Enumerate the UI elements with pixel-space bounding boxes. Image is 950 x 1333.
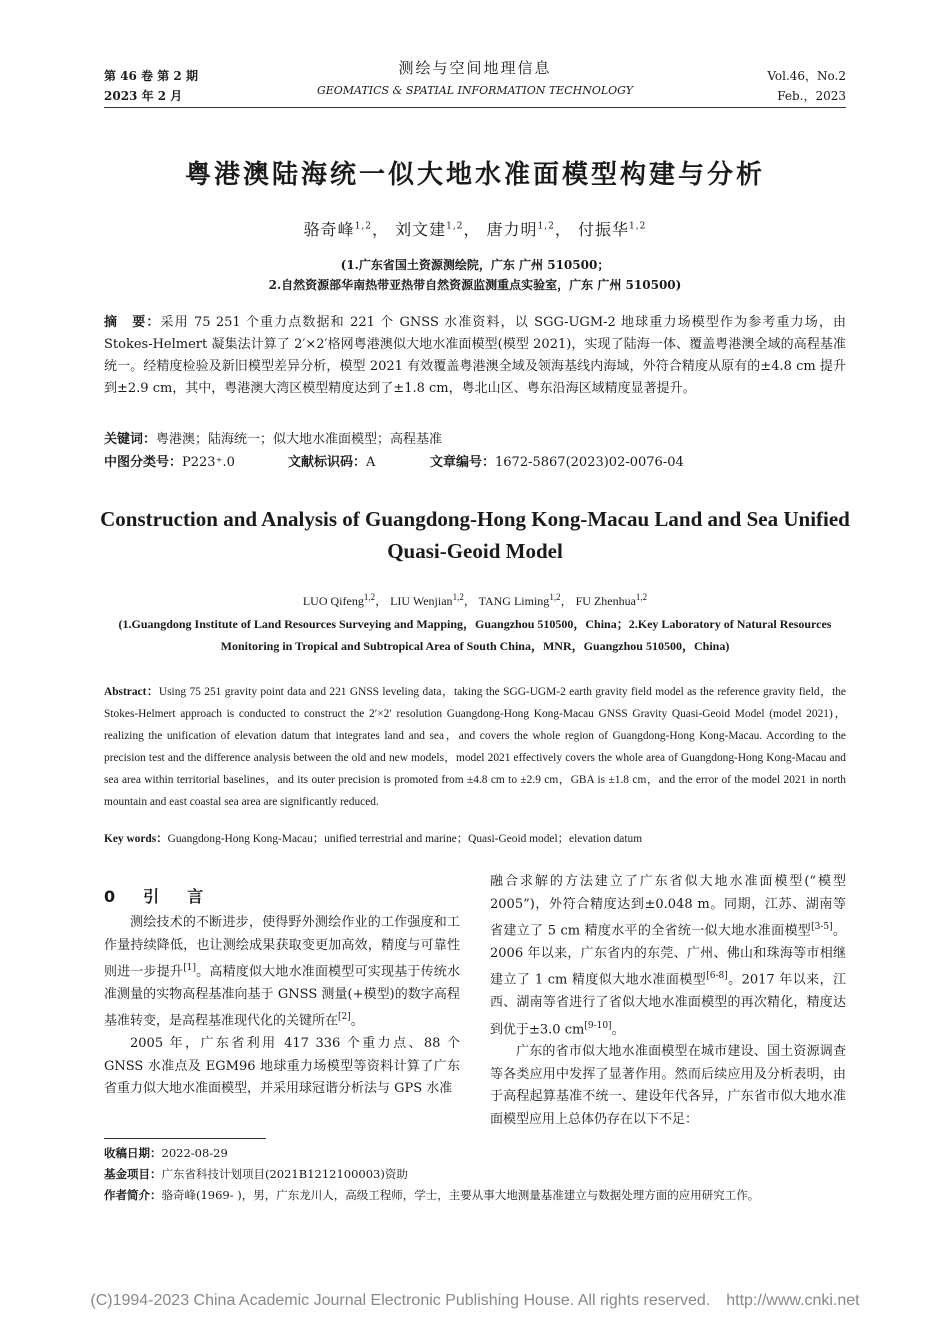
author-sup: 1,2 (549, 592, 561, 602)
article-number (430, 451, 684, 470)
author-sup: 1,2 (635, 592, 648, 602)
author-sup: 1,2 (537, 221, 555, 232)
author-sup: 1,2 (629, 221, 647, 232)
citation: [6-8] (706, 971, 728, 982)
volume-line-2: Feb.，2023 (777, 89, 846, 103)
footnote-fund (104, 1164, 408, 1185)
affiliation-en: (1.Guangdong Institute of Land Resources Surveying and Mapping，Guangzhou 510500，China；2.Key Laboratory of Natural Resources Monitoring in Tropical and Subtropical Area of South China，MNR，Guangzhou 510500，China) (118, 617, 832, 653)
author-cn: 付振华 (577, 220, 629, 239)
footnote-received (104, 1143, 228, 1164)
body-column-left (104, 912, 460, 1101)
fund-value: 广东省科技计划项目(2021B1212100003)资助 (161, 1167, 408, 1181)
clc-number (104, 451, 235, 470)
abstract-cn (104, 312, 846, 400)
affiliation-cn-line: (1.广东省国土资源测绘院，广东 广州 510500； (340, 258, 610, 272)
keywords-cn-label: 关键词： (104, 432, 157, 447)
paragraph-text: 。2006 年以来，广东省内的东莞、广州、佛山和珠海等市相继建立了 1 cm 精度似大地水准面模型 (490, 923, 846, 988)
issue-line-2: 2023 年 2 月 (104, 89, 183, 103)
keywords-cn-text: 粤港澳；陆海统一；似大地水准面模型；高程基准 (156, 432, 443, 447)
body-paragraph (104, 912, 460, 1033)
article-label: 文章编号： (430, 455, 496, 470)
paragraph-text: 。 (611, 1021, 625, 1037)
keywords-en-text: Guangdong-Hong Kong-Macau；unified terrestrial and marine；Quasi-Geoid model；elevation datum (167, 833, 643, 845)
journal-name-cn: 测绘与空间地理信息 (398, 59, 552, 77)
footnote-rule (104, 1138, 266, 1139)
author-list-en: LUO Qifeng$^{1,2}$， LIU Wenjian$^{1,2}$， TANG Liming$^{1,2}$， FU Zhenhua$^{1,2}$ (302, 592, 648, 608)
article-value: 1672-5867(2023)02-0076-04 (495, 455, 684, 470)
citation: [2] (338, 1012, 351, 1023)
author-en: LIU Wenjian (390, 594, 453, 608)
author-bio-label: 作者简介： (104, 1188, 162, 1202)
body-paragraph: 广东的省市似大地水准面模型在城市建设、国土资源调查等各类应用中发挥了显著作用。然而后续应用及分析表明，由于高程起算基准不统一、建设年代各异，广东省市似大地水准面模型应用上总体仍存在以下不足： (490, 1044, 846, 1127)
abstract-cn-text: 采用 75 251 个重力点数据和 221 个 GNSS 水准资料，以 SGG-UGM-2 地球重力场模型作为参考重力场，由 Stokes-Helmert 凝集法计算了 2′×2′格网粤港澳似大地水准面模型(模型 2021)，实现了陆海一体、覆盖粤港澳全域的高程基准统一。经精度检验及新旧模型差异分析，模型 2021 有效覆盖粤港澳全域及领海基线内海域，外符合精度从原有的±4.8 cm 提升到±2.9 cm，其中，粤港澳大湾区模型精度达到了±1.8 cm，粤北山区、粤东沿海区域精度显著提升。 (104, 315, 846, 396)
journal-name-en: GEOMATICS & SPATIAL INFORMATION TECHNOLOGY (316, 84, 634, 97)
copyright-watermark: (C)1994-2023 China Academic Journal Electronic Publishing House. All rights reserved. http://www.cnki.net (90, 1292, 860, 1309)
doc-label: 文献标识码： (288, 455, 367, 470)
received-value: 2022-08-29 (161, 1146, 228, 1160)
author-en: FU Zhenhua (575, 594, 636, 608)
fund-label: 基金项目： (104, 1167, 162, 1181)
clc-label: 中图分类号： (104, 455, 183, 470)
abstract-en (104, 681, 846, 813)
affiliation-cn-line: 2.自然资源部华南热带亚热带自然资源监测重点实验室，广东 广州 510500) (268, 278, 682, 292)
author-sup: 1,2 (446, 221, 464, 232)
author-list-cn: 骆奇峰$^{1,2}$， 刘文建$^{1,2}$， 唐力明$^{1,2}$， 付振华$^{1,2}$ (303, 220, 647, 239)
paragraph-text: 。 (350, 1013, 364, 1029)
doc-code (288, 451, 375, 470)
body-column-right (490, 871, 846, 1131)
keywords-en-label: Key words： (104, 833, 168, 845)
keywords-en (104, 830, 846, 846)
author-en: TANG Liming (478, 594, 550, 608)
issue-line-1: 第 46 卷 第 2 期 (104, 69, 198, 83)
section-heading: 0 引 言 (104, 887, 210, 906)
abstract-en-label: Abstract： (104, 686, 159, 698)
doc-value: A (366, 455, 376, 470)
author-sup: 1,2 (452, 592, 464, 602)
citation: [1] (183, 963, 196, 973)
received-label: 收稿日期： (104, 1146, 162, 1160)
body-paragraph (490, 871, 846, 1041)
body-paragraph: 2005 年，广东省利用 417 336 个重力点、88 个 GNSS 水准点及 EGM96 地球重力场模型等资料计算了广东省重力似大地水准面模型，并采用球冠谐分析法与 GPS 水准 (104, 1036, 460, 1097)
footnote-author (104, 1185, 759, 1206)
abstract-cn-label: 摘 要： (104, 315, 161, 330)
volume-line-1: Vol.46，No.2 (767, 69, 846, 83)
header-rule (104, 107, 846, 108)
author-cn: 刘文建 (395, 220, 447, 239)
paragraph-text: 测绘技术的不断进步，使得野外测绘作业的工作强度和工作量持续降低，也让测绘成果获取变更加高效，精度与可靠性则进一步提升 (104, 915, 460, 980)
keywords-cn (104, 428, 442, 447)
author-sup: 1,2 (363, 592, 376, 602)
paper-title-en: Construction and Analysis of Guangdong-Hong Kong-Macau Land and Sea Unified Quasi-Geoid Model (100, 507, 850, 563)
abstract-en-text: Using 75 251 gravity point data and 221 GNSS leveling data，taking the SGG-UGM-2 earth gravity field model as the reference gravity field，the Stokes-Helmert approach is conducted to construct the 2′×2′ resolution Guangdong-Hong Kong-Macau GNSS Gravity Quasi-Geoid Model (model 2021)，realizing the unification of elevation datum that integrates land and sea，and covers the whole region of Guangdong-Hong Kong-Macau. According to the precision test and the difference analysis between the old and new models，model 2021 effectively covers the whole area of Guangdong-Hong Kong-Macau and sea area within territorial baselines，and its outer precision is promoted from ±4.8 cm to ±2.9 cm，GBA is ±1.8 cm，and the error of the model 2021 in north mountain and east coastal sea area are significantly reduced. (104, 686, 846, 808)
citation: [9-10] (584, 1020, 612, 1031)
author-cn: 骆奇峰 (303, 220, 355, 239)
paragraph-text: 。2017 年以来，江西、湖南等省进行了省似大地水准面模型的再次精化，精度达到优于±3.0 cm (490, 972, 847, 1037)
citation: [3-5] (811, 922, 833, 932)
paragraph-text: 融合求解的方法建立了广东省似大地水准面模型(“模型 2005”)，外符合精度达到±0.048 m。同期，江苏、湖南等省建立了 5 cm 精度水平的全省统一似大地水准面模型 (490, 874, 846, 939)
paragraph-text: 。高精度似大地水准面模型可实现基于传统水准测量的实物高程基准向基于 GNSS 测量(+模型)的数字高程基准转变，是高程基准现代化的关键所在 (104, 964, 460, 1029)
author-sup: 1,2 (354, 221, 373, 232)
author-bio-value: 骆奇峰(1969- )，男，广东龙川人，高级工程师，学士，主要从事大地测量基准建立与数据处理方面的应用研究工作。 (161, 1188, 760, 1202)
affiliation-cn (0, 255, 950, 295)
clc-value: P223⁺.0 (182, 455, 235, 470)
volume-info (767, 66, 846, 106)
author-en: LUO Qifeng (302, 594, 364, 608)
author-cn: 唐力明 (486, 220, 538, 239)
paper-title-cn: 粤港澳陆海统一似大地水准面模型构建与分析 (184, 160, 765, 190)
